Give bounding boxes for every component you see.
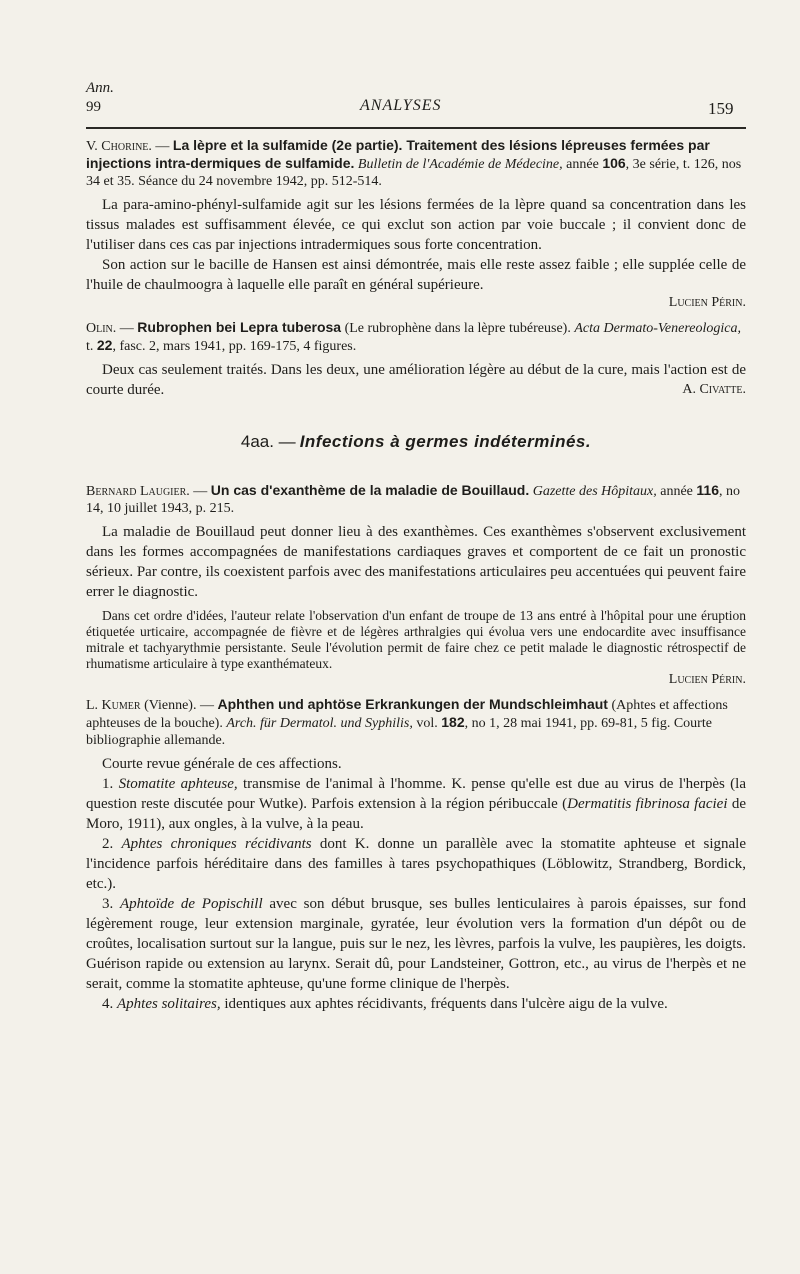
article-source: Acta Dermato-Venereologica, — [574, 321, 741, 336]
article-title: Un cas d'exanthème de la maladie de Bouillaud. — [210, 482, 530, 498]
article-subtitle: (Le rubrophène dans la lèpre tubéreuse). — [344, 321, 571, 336]
article-author: L. Kumer — [86, 698, 141, 713]
main-content — [86, 137, 746, 1022]
article-volume: 182 — [441, 714, 465, 730]
item-term: Aphtes chroniques récidivants — [121, 836, 312, 852]
header-rule — [86, 127, 746, 129]
article-author-note: (Vienne). — — [144, 698, 214, 713]
list-item — [86, 774, 746, 834]
article-volume: 116 — [696, 482, 719, 498]
article-title: La lèpre et la sulfamide (2e partie). Traitement des lésions lépreuses fermées par injections intra-dermiques de sulfamide. — [86, 137, 710, 171]
article-signature: Lucien Périn. — [668, 672, 746, 687]
article-details: , no 1, 28 mai 1941, pp. 69-81, 5 fig. Courte bibliographie allemande. — [86, 716, 712, 748]
header-annotation: Ann. — [86, 80, 114, 96]
article-small-paragraph: Dans cet ordre d'idées, l'auteur relate l'observation d'un enfant de troupe de 13 ans entré à l'hôpital pour une éruption étiquetée urticaire, accompagnée de fièvre et de légères arthralgies qui évolua vers une endocardite avec insuffisance mitrale et tachyarythmie persistante. Seule l'évolution permit de faire chez ce petit malade le diagnostic rétrospectif de rhumatisme articulaire à type exanthémateux. — [86, 608, 746, 671]
article-kumer — [86, 696, 746, 1014]
article-paragraph: La maladie de Bouillaud peut donner lieu à des exanthèmes. Ces exanthèmes s'observent exclusivement dans les formes accompagnées de manifestations cardiaques graves et comportent de ce fait un pronostic sérieux. Par contre, ils coexistent parfois avec des manifestations articulaires peu accentuées qui peuvent faire errer le diagnostic. — [86, 524, 746, 600]
article-paragraph: La para-amino-phényl-sulfamide agit sur les lésions fermées de la lèpre quand sa concentration dans les tissus malades est suffisamment élevée, ce qui exclut son action par voie buccale ; il convient donc de l'utiliser dans ces cas par injections intradermiques sous forte concentration. — [86, 197, 746, 253]
running-title: ANALYSES — [360, 97, 442, 114]
item-term-secondary: Dermatitis fibrinosa faciei — [567, 796, 728, 812]
section-title: Infections à germes indéterminés. — [299, 432, 592, 451]
article-paragraph: Son action sur le bacille de Hansen est ainsi démontrée, mais elle reste assez faible ; elle supplée celle de l'huile de chaulmoogra à laquelle elle paraît en général supérieure. — [86, 257, 746, 293]
item-text: identiques aux aphtes récidivants, fréquents dans l'ulcère aigu de la vulve. — [220, 996, 668, 1012]
article-volume-pre: t. — [86, 339, 94, 354]
item-text-secondary: de Moro, 1911), aux ongles, à la vulve, à la peau. — [86, 796, 746, 832]
article-volume-pre: année — [566, 157, 599, 172]
page-number: 159 — [708, 99, 734, 118]
item-text: transmise de l'animal à l'homme. K. pense qu'elle est due au virus de l'herpès (la question reste discutée pour Wutke). Parfois extension à la région péribuccale ( — [86, 776, 746, 812]
item-term: Stomatite aphteuse, — [118, 776, 238, 792]
article-volume: 106 — [602, 155, 626, 171]
article-volume: 22 — [96, 337, 113, 353]
section-heading — [86, 432, 746, 452]
article-volume-pre: vol. — [416, 716, 438, 731]
article-reference: Bernard Laugier. — Un cas d'exanthème de la maladie de Bouillaud. Gazette des Hôpitaux, année 116, no 14, 10 juillet 1943, p. 215. — [86, 482, 740, 516]
article-title: Aphthen und aphtöse Erkrankungen der Mundschleimhaut — [217, 696, 608, 712]
article-paragraph — [86, 360, 746, 400]
article-source: Bulletin de l'Académie de Médecine, — [357, 157, 563, 172]
article-signature: A. Civatte. — [682, 382, 746, 397]
list-item — [86, 834, 746, 894]
item-number: 2. — [102, 836, 114, 852]
article-olin — [86, 319, 746, 400]
section-number: 4aa. — — [240, 432, 296, 451]
article-volume-pre: année — [660, 484, 693, 499]
item-number: 1. — [102, 776, 114, 792]
item-text: dont K. donne un parallèle avec la stomatite aphteuse et signale l'incidence parfois héréditaire dans des familles à tares psychopathiques (Löblowitz, Strandberg, Bordick, etc.). — [86, 836, 747, 892]
article-author: Olin. — [86, 321, 117, 336]
article-reference: V. Chorine. — La lèpre et la sulfamide (2e partie). Traitement des lésions lépreuses fermées par injections intra-dermiques de sulfamide. Bulletin de l'Académie de Médecine, année 106, 3e série, t. 126, nos 34 et 35. Séance du 24 novembre 1942, pp. 512-514. — [86, 137, 742, 189]
article-intro: Courte revue générale de ces affections. — [102, 756, 342, 772]
article-chorine — [86, 137, 746, 311]
article-author: V. Chorine — [86, 139, 149, 154]
article-details: , no 14, 10 juillet 1943, p. 215. — [86, 484, 740, 516]
article-signature: Lucien Périn. — [668, 295, 746, 310]
article-details: , 3e série, t. 126, nos 34 et 35. Séance du 24 novembre 1942, pp. 512-514. — [86, 157, 742, 189]
article-reference: Olin. — Rubrophen bei Lepra tuberosa (Le rubrophène dans la lèpre tubéreuse). Acta Dermato-Venereologica, t. 22, fasc. 2, mars 1941, pp. 169-175, 4 figures. — [86, 319, 741, 354]
article-source: Arch. für Dermatol. und Syphilis, — [226, 716, 413, 731]
article-source: Gazette des Hôpitaux, — [532, 484, 657, 499]
item-number: 4. — [102, 996, 114, 1012]
list-item — [86, 994, 746, 1014]
item-number: 3. — [102, 896, 114, 912]
list-item — [86, 894, 746, 994]
item-term: Aphtes solitaires, — [117, 996, 221, 1012]
article-laugier — [86, 482, 746, 688]
article-author: Bernard Laugier. — [86, 484, 190, 499]
article-title: Rubrophen bei Lepra tuberosa — [137, 319, 342, 335]
article-reference — [86, 696, 746, 749]
item-term: Aphtoïde de Popischill — [120, 896, 263, 912]
header-number: 99 — [86, 99, 101, 115]
article-details: , fasc. 2, mars 1941, pp. 169-175, 4 figures. — [112, 339, 357, 354]
item-text: avec son début brusque, ses bulles lenticulaires à parois épaisses, sur fond légèrement rouge, leur extension marginale, gyratée, leur évolution vers la formation d'un dépôt ou de croûtes, localisation surtout sur la langue, puis sur le nez, les lèvres, parfois la vulve, les paupières, les doigts. Guérison rapide ou extension au larynx. Serait dû, pour Landsteiner, Gottron, etc., au virus de l'herpès et ne serait, comme la stomatite aphteuse, qu'une forme clinique de l'herpès. — [86, 896, 747, 992]
article-paragraph-text: Deux cas seulement traités. Dans les deux, une amélioration légère au début de la cure, mais l'action est de courte durée. — [86, 362, 746, 398]
article-subtitle: (Aphtes et affections aphteuses de la bouche). — [86, 698, 728, 731]
